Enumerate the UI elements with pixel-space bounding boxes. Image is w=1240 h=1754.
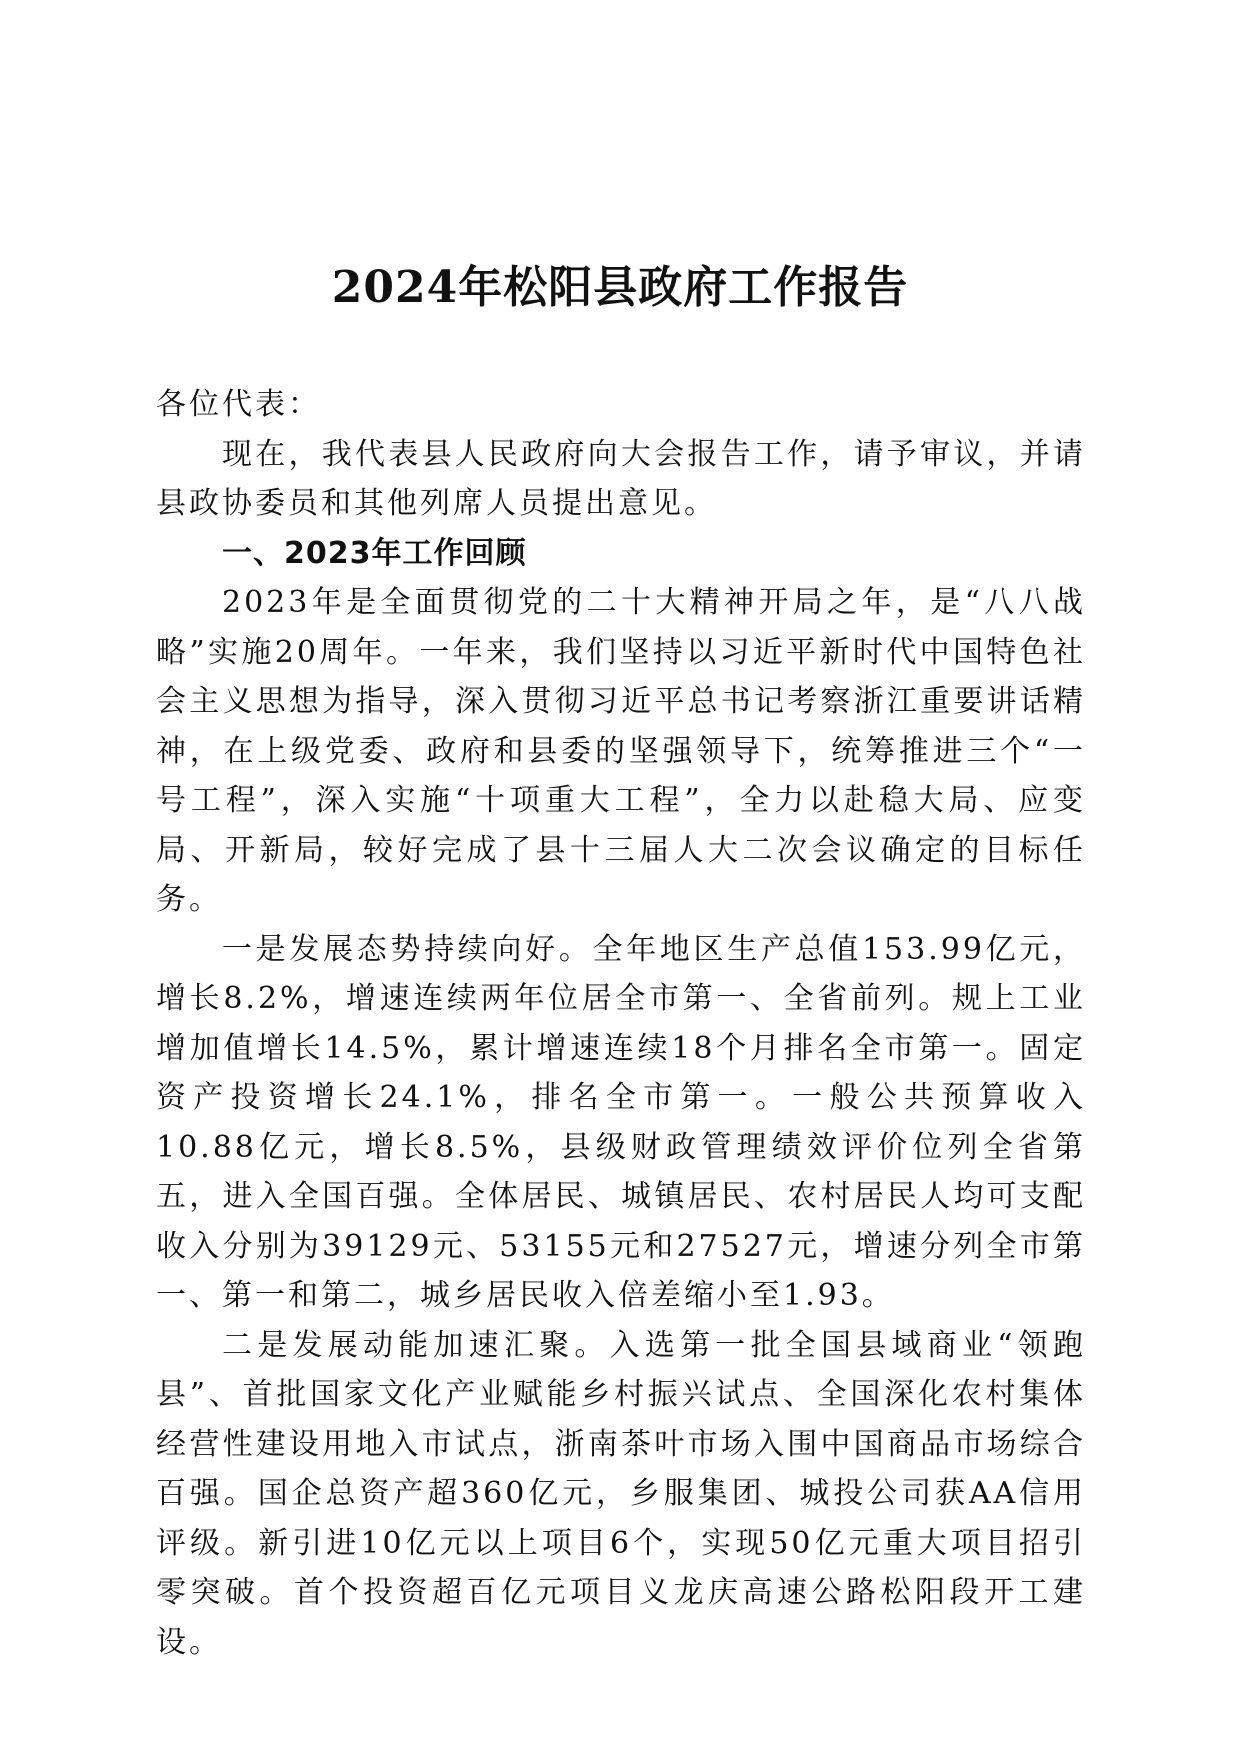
body-paragraph-overview: 2023年是全面贯彻党的二十大精神开局之年，是“八八战略”实施20周年。一年来，我们坚持以习近平新时代中国特色社会主义思想为指导，深入贯彻习近平总书记考察浙江重要讲话精神，在上级党委、政府和县委的坚强领导下，统筹推进三个“一号工程”，深入实施“十项重大工程”，全力以赴稳大局、应变局、开新局，较好完成了县十三届人大二次会议确定的目标任务。 — [156, 585, 1086, 917]
body-paragraph-development-momentum: 二是发展动能加速汇聚。入选第一批全国县域商业“领跑县”、首批国家文化产业赋能乡村振兴试点、全国深化农村集体经营性建设用地入市试点，浙南茶叶市场入围中国商品市场综合百强。国企总资产超360亿元，乡服集团、城投公司获AA信用评级。新引进10亿元以上项目6个，实现50亿元重大项目招引零突破。首个投资超百亿元项目义龙庆高速公路松阳段开工建设。 — [156, 1327, 1086, 1660]
section-heading: 一、2023年工作回顾 — [222, 535, 527, 571]
document-title: 2024年松阳县政府工作报告 — [331, 262, 909, 313]
document-body — [156, 380, 1086, 1667]
salutation: 各位代表： — [156, 387, 321, 422]
body-paragraph-development-trend: 一是发展态势持续向好。全年地区生产总值153.99亿元，增长8.2%，增速连续两年位居全市第一、全省前列。规上工业增加值增长14.5%，累计增速连续18个月排名全市第一。固定资产投资增长24.1%，排名全市第一。一般公共预算收入10.88亿元，增长8.5%，县级财政管理绩效评价位列全省第五，进入全国百强。全体居民、城镇居民、农村居民人均可支配收入分别为39129元、53155元和27527元，增速分列全市第一、第一和第二，城乡居民收入倍差缩小至1.93。 — [156, 931, 1086, 1313]
intro-paragraph: 现在，我代表县人民政府向大会报告工作，请予审议，并请县政协委员和其他列席人员提出意见。 — [156, 436, 1086, 521]
